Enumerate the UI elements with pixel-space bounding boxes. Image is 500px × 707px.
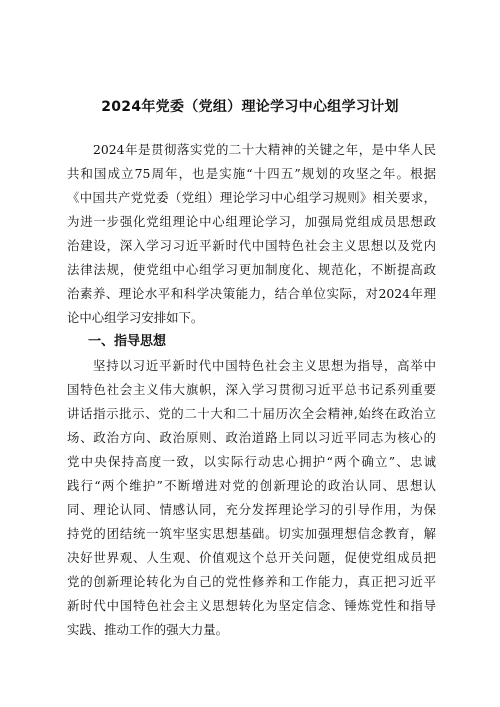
section-line: 讲话指示批示、党的二十大和二十届历次全会精神,始终在政治立 (67, 406, 436, 421)
intro-line: 治素养、理论水平和科学决策能力，结合单位实际，对2024年理 (67, 286, 436, 301)
section-line: 坚持以习近平新时代中国特色社会主义思想为指导，高举中 (93, 358, 436, 373)
intro-line: 《中国共产党党委（党组）理论学习中心组学习规则》相关要求， (67, 190, 436, 205)
intro-line: 共和国成立75周年，也是实施“十四五”规划的攻坚之年。根据 (67, 166, 436, 181)
document-title: 2024年党委（党组）理论学习中心组学习计划 (101, 99, 399, 115)
section-line: 同、理论认同、情感认同，充分发挥理论学习的引导作用，为保 (67, 502, 436, 517)
guiding-ideology-paragraph (67, 354, 436, 642)
section-line: 新时代中国特色社会主义思想转化为坚定信念、锤炼党性和指导 (67, 598, 436, 613)
section-line: 实践、推动工作的强大力量。 (67, 622, 229, 637)
intro-line: 为进一步强化党组理论中心组理论学习，加强局党组成员思想政 (67, 214, 436, 229)
section-line: 国特色社会主义伟大旗帜，深入学习贯彻习近平总书记系列重要 (67, 382, 436, 397)
section-heading-guiding-ideology: 一、指导思想 (88, 334, 167, 349)
intro-line: 法律法规，使党组中心组学习更加制度化、规范化，不断提高政 (67, 262, 436, 277)
document-body (67, 138, 436, 642)
intro-line: 治建设，深入学习习近平新时代中国特色社会主义思想以及党内 (67, 238, 436, 253)
section-line: 党中央保持高度一致，以实际行动忠心拥护“两个确立”、忠诚 (67, 454, 436, 469)
section-line: 场、政治方向、政治原则、政治道路上同以习近平同志为核心的 (67, 430, 436, 445)
intro-line: 论中心组学习安排如下。 (67, 310, 204, 325)
intro-line: 2024年是贯彻落实党的二十大精神的关键之年，是中华人民 (93, 142, 436, 157)
intro-paragraph (67, 138, 436, 330)
section-line: 持党的团结统一筑牢坚实思想基础。切实加强理想信念教育，解 (67, 526, 436, 541)
section-line: 践行“两个维护”不断增进对党的创新理论的政治认同、思想认 (67, 478, 436, 493)
section-line: 决好世界观、人生观、价值观这个总开关问题，促使党组成员把 (67, 550, 436, 565)
section-line: 党的创新理论转化为自己的党性修养和工作能力，真正把习近平 (67, 574, 436, 589)
